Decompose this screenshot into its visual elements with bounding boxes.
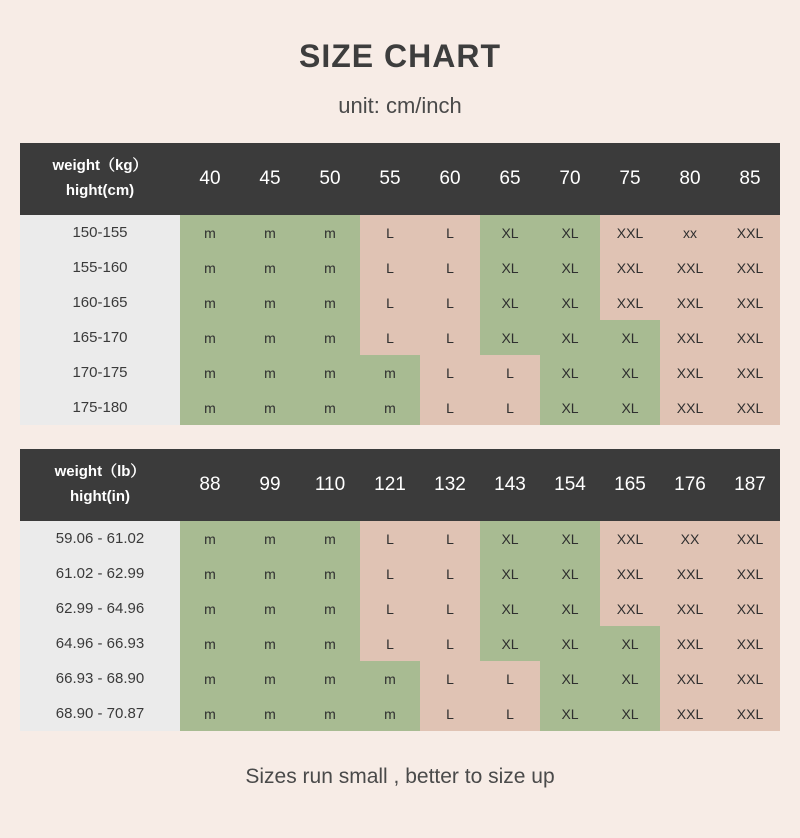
size-cell: m	[180, 215, 240, 250]
size-cell: XXL	[660, 390, 720, 425]
size-cell: XL	[540, 355, 600, 390]
size-cell: m	[240, 626, 300, 661]
row-header: 61.02 - 62.99	[20, 556, 180, 591]
size-cell: L	[360, 285, 420, 320]
size-cell: L	[360, 320, 420, 355]
size-cell: m	[240, 556, 300, 591]
column-header: 154	[540, 449, 600, 521]
size-cell: XXL	[600, 591, 660, 626]
size-cell: L	[360, 521, 420, 556]
column-header: 65	[480, 143, 540, 215]
size-cell: m	[180, 521, 240, 556]
size-cell: XL	[540, 696, 600, 731]
size-cell: XL	[480, 591, 540, 626]
metric-table-body	[20, 215, 780, 425]
row-header: 160-165	[20, 285, 180, 320]
row-header: 66.93 - 68.90	[20, 661, 180, 696]
size-cell: m	[240, 696, 300, 731]
metric-table-header	[20, 143, 780, 215]
size-cell: XX	[660, 521, 720, 556]
size-cell: m	[180, 390, 240, 425]
row-header: 170-175	[20, 355, 180, 390]
size-cell: XXL	[600, 556, 660, 591]
size-cell: XL	[540, 285, 600, 320]
size-cell: XXL	[660, 556, 720, 591]
imperial-weight-label: weight（lb）	[54, 463, 146, 481]
size-cell: m	[300, 591, 360, 626]
table-row	[20, 285, 780, 320]
size-cell: XXL	[720, 626, 780, 661]
metric-size-table	[20, 143, 780, 425]
size-cell: m	[180, 696, 240, 731]
table-row	[20, 661, 780, 696]
table-header-row	[20, 449, 780, 521]
imperial-size-table-wrapper	[20, 449, 780, 731]
size-cell: L	[420, 250, 480, 285]
size-cell: XL	[540, 250, 600, 285]
metric-weight-label: weight（kg）	[52, 157, 148, 175]
metric-height-label: hight(cm)	[65, 182, 135, 199]
size-cell: XXL	[720, 320, 780, 355]
table-row	[20, 355, 780, 390]
imperial-table-body	[20, 521, 780, 731]
size-cell: XXL	[660, 355, 720, 390]
size-cell: XXL	[660, 696, 720, 731]
size-cell: m	[240, 285, 300, 320]
column-header: 40	[180, 143, 240, 215]
table-row	[20, 250, 780, 285]
column-header: 75	[600, 143, 660, 215]
size-cell: L	[420, 521, 480, 556]
size-cell: L	[420, 626, 480, 661]
table-row	[20, 556, 780, 591]
size-cell: XL	[480, 626, 540, 661]
size-cell: m	[180, 556, 240, 591]
size-cell: XL	[600, 696, 660, 731]
size-cell: m	[360, 661, 420, 696]
size-cell: m	[360, 390, 420, 425]
size-cell: XL	[480, 250, 540, 285]
row-header: 68.90 - 70.87	[20, 696, 180, 731]
size-cell: XXL	[720, 521, 780, 556]
size-cell: m	[360, 696, 420, 731]
column-header: 60	[420, 143, 480, 215]
size-cell: XL	[480, 556, 540, 591]
size-cell: m	[240, 591, 300, 626]
column-header: 121	[360, 449, 420, 521]
size-cell: XL	[600, 661, 660, 696]
column-header: 110	[300, 449, 360, 521]
size-cell: m	[300, 390, 360, 425]
imperial-size-table	[20, 449, 780, 731]
column-header: 85	[720, 143, 780, 215]
size-cell: m	[240, 390, 300, 425]
size-cell: XL	[540, 591, 600, 626]
size-cell: m	[240, 521, 300, 556]
size-cell: L	[420, 591, 480, 626]
size-cell: XXL	[660, 250, 720, 285]
size-cell: m	[180, 591, 240, 626]
table-row	[20, 320, 780, 355]
size-cell: m	[240, 320, 300, 355]
column-header: 99	[240, 449, 300, 521]
size-cell: L	[360, 626, 420, 661]
size-cell: m	[300, 320, 360, 355]
table-header-row	[20, 143, 780, 215]
size-cell: m	[180, 626, 240, 661]
size-cell: xx	[660, 215, 720, 250]
size-cell: m	[240, 355, 300, 390]
column-header: 176	[660, 449, 720, 521]
size-cell: XL	[480, 215, 540, 250]
size-cell: XL	[600, 390, 660, 425]
metric-size-table-wrapper	[20, 143, 780, 425]
size-cell: L	[420, 355, 480, 390]
row-header: 150-155	[20, 215, 180, 250]
unit-subtitle: unit: cm/inch	[338, 93, 462, 118]
size-cell: L	[420, 696, 480, 731]
size-cell: m	[300, 250, 360, 285]
size-cell: L	[360, 556, 420, 591]
table-row	[20, 591, 780, 626]
size-cell: L	[360, 250, 420, 285]
size-chart-page	[0, 38, 800, 838]
size-cell: XXL	[720, 390, 780, 425]
column-header: 55	[360, 143, 420, 215]
column-header: 88	[180, 449, 240, 521]
size-cell: m	[180, 250, 240, 285]
metric-corner-header	[20, 143, 180, 215]
column-header: 50	[300, 143, 360, 215]
size-cell: XL	[540, 320, 600, 355]
imperial-height-label: hight(in)	[70, 488, 130, 505]
size-cell: XXL	[720, 696, 780, 731]
size-cell: XXL	[600, 521, 660, 556]
table-row	[20, 390, 780, 425]
size-cell: XXL	[720, 285, 780, 320]
size-cell: XXL	[660, 661, 720, 696]
footer-note: Sizes run small , better to size up	[245, 765, 555, 788]
row-header: 64.96 - 66.93	[20, 626, 180, 661]
table-row	[20, 215, 780, 250]
size-cell: L	[420, 661, 480, 696]
size-cell: L	[420, 215, 480, 250]
size-cell: m	[300, 285, 360, 320]
table-row	[20, 626, 780, 661]
size-cell: L	[480, 696, 540, 731]
size-cell: m	[360, 355, 420, 390]
page-title: SIZE CHART	[299, 38, 501, 74]
size-cell: XL	[540, 626, 600, 661]
row-header: 59.06 - 61.02	[20, 521, 180, 556]
table-row	[20, 521, 780, 556]
size-cell: L	[360, 215, 420, 250]
size-cell: m	[240, 215, 300, 250]
size-cell: XL	[480, 320, 540, 355]
size-cell: m	[300, 696, 360, 731]
imperial-corner-header	[20, 449, 180, 521]
size-cell: m	[240, 250, 300, 285]
size-cell: XL	[540, 390, 600, 425]
size-cell: XL	[480, 285, 540, 320]
size-cell: XL	[600, 355, 660, 390]
size-cell: m	[300, 661, 360, 696]
size-cell: XXL	[600, 215, 660, 250]
size-cell: L	[480, 390, 540, 425]
size-cell: XL	[600, 320, 660, 355]
size-cell: L	[420, 390, 480, 425]
size-cell: L	[360, 591, 420, 626]
size-cell: XL	[600, 626, 660, 661]
size-cell: L	[480, 355, 540, 390]
size-cell: L	[420, 320, 480, 355]
column-header: 132	[420, 449, 480, 521]
size-cell: XXL	[720, 250, 780, 285]
row-header: 175-180	[20, 390, 180, 425]
size-cell: XXL	[600, 285, 660, 320]
table-row	[20, 696, 780, 731]
size-cell: XL	[480, 521, 540, 556]
size-cell: m	[180, 320, 240, 355]
size-cell: XXL	[720, 661, 780, 696]
column-header: 70	[540, 143, 600, 215]
column-header: 143	[480, 449, 540, 521]
column-header: 80	[660, 143, 720, 215]
size-cell: m	[180, 285, 240, 320]
size-cell: XXL	[660, 626, 720, 661]
size-cell: m	[300, 215, 360, 250]
size-cell: XXL	[720, 215, 780, 250]
row-header: 155-160	[20, 250, 180, 285]
size-cell: m	[300, 626, 360, 661]
size-cell: XXL	[660, 591, 720, 626]
row-header: 62.99 - 64.96	[20, 591, 180, 626]
size-cell: XL	[540, 556, 600, 591]
size-cell: XL	[540, 521, 600, 556]
size-cell: XL	[540, 215, 600, 250]
size-cell: L	[420, 285, 480, 320]
row-header: 165-170	[20, 320, 180, 355]
size-cell: m	[180, 355, 240, 390]
size-cell: L	[480, 661, 540, 696]
column-header: 187	[720, 449, 780, 521]
column-header: 165	[600, 449, 660, 521]
size-cell: m	[180, 661, 240, 696]
size-cell: XL	[540, 661, 600, 696]
size-cell: m	[240, 661, 300, 696]
size-cell: XXL	[660, 320, 720, 355]
size-cell: XXL	[600, 250, 660, 285]
size-cell: XXL	[720, 355, 780, 390]
column-header: 45	[240, 143, 300, 215]
size-cell: XXL	[660, 285, 720, 320]
size-cell: XXL	[720, 556, 780, 591]
size-cell: L	[420, 556, 480, 591]
size-cell: m	[300, 355, 360, 390]
imperial-table-header	[20, 449, 780, 521]
size-cell: XXL	[720, 591, 780, 626]
size-cell: m	[300, 521, 360, 556]
size-cell: m	[300, 556, 360, 591]
